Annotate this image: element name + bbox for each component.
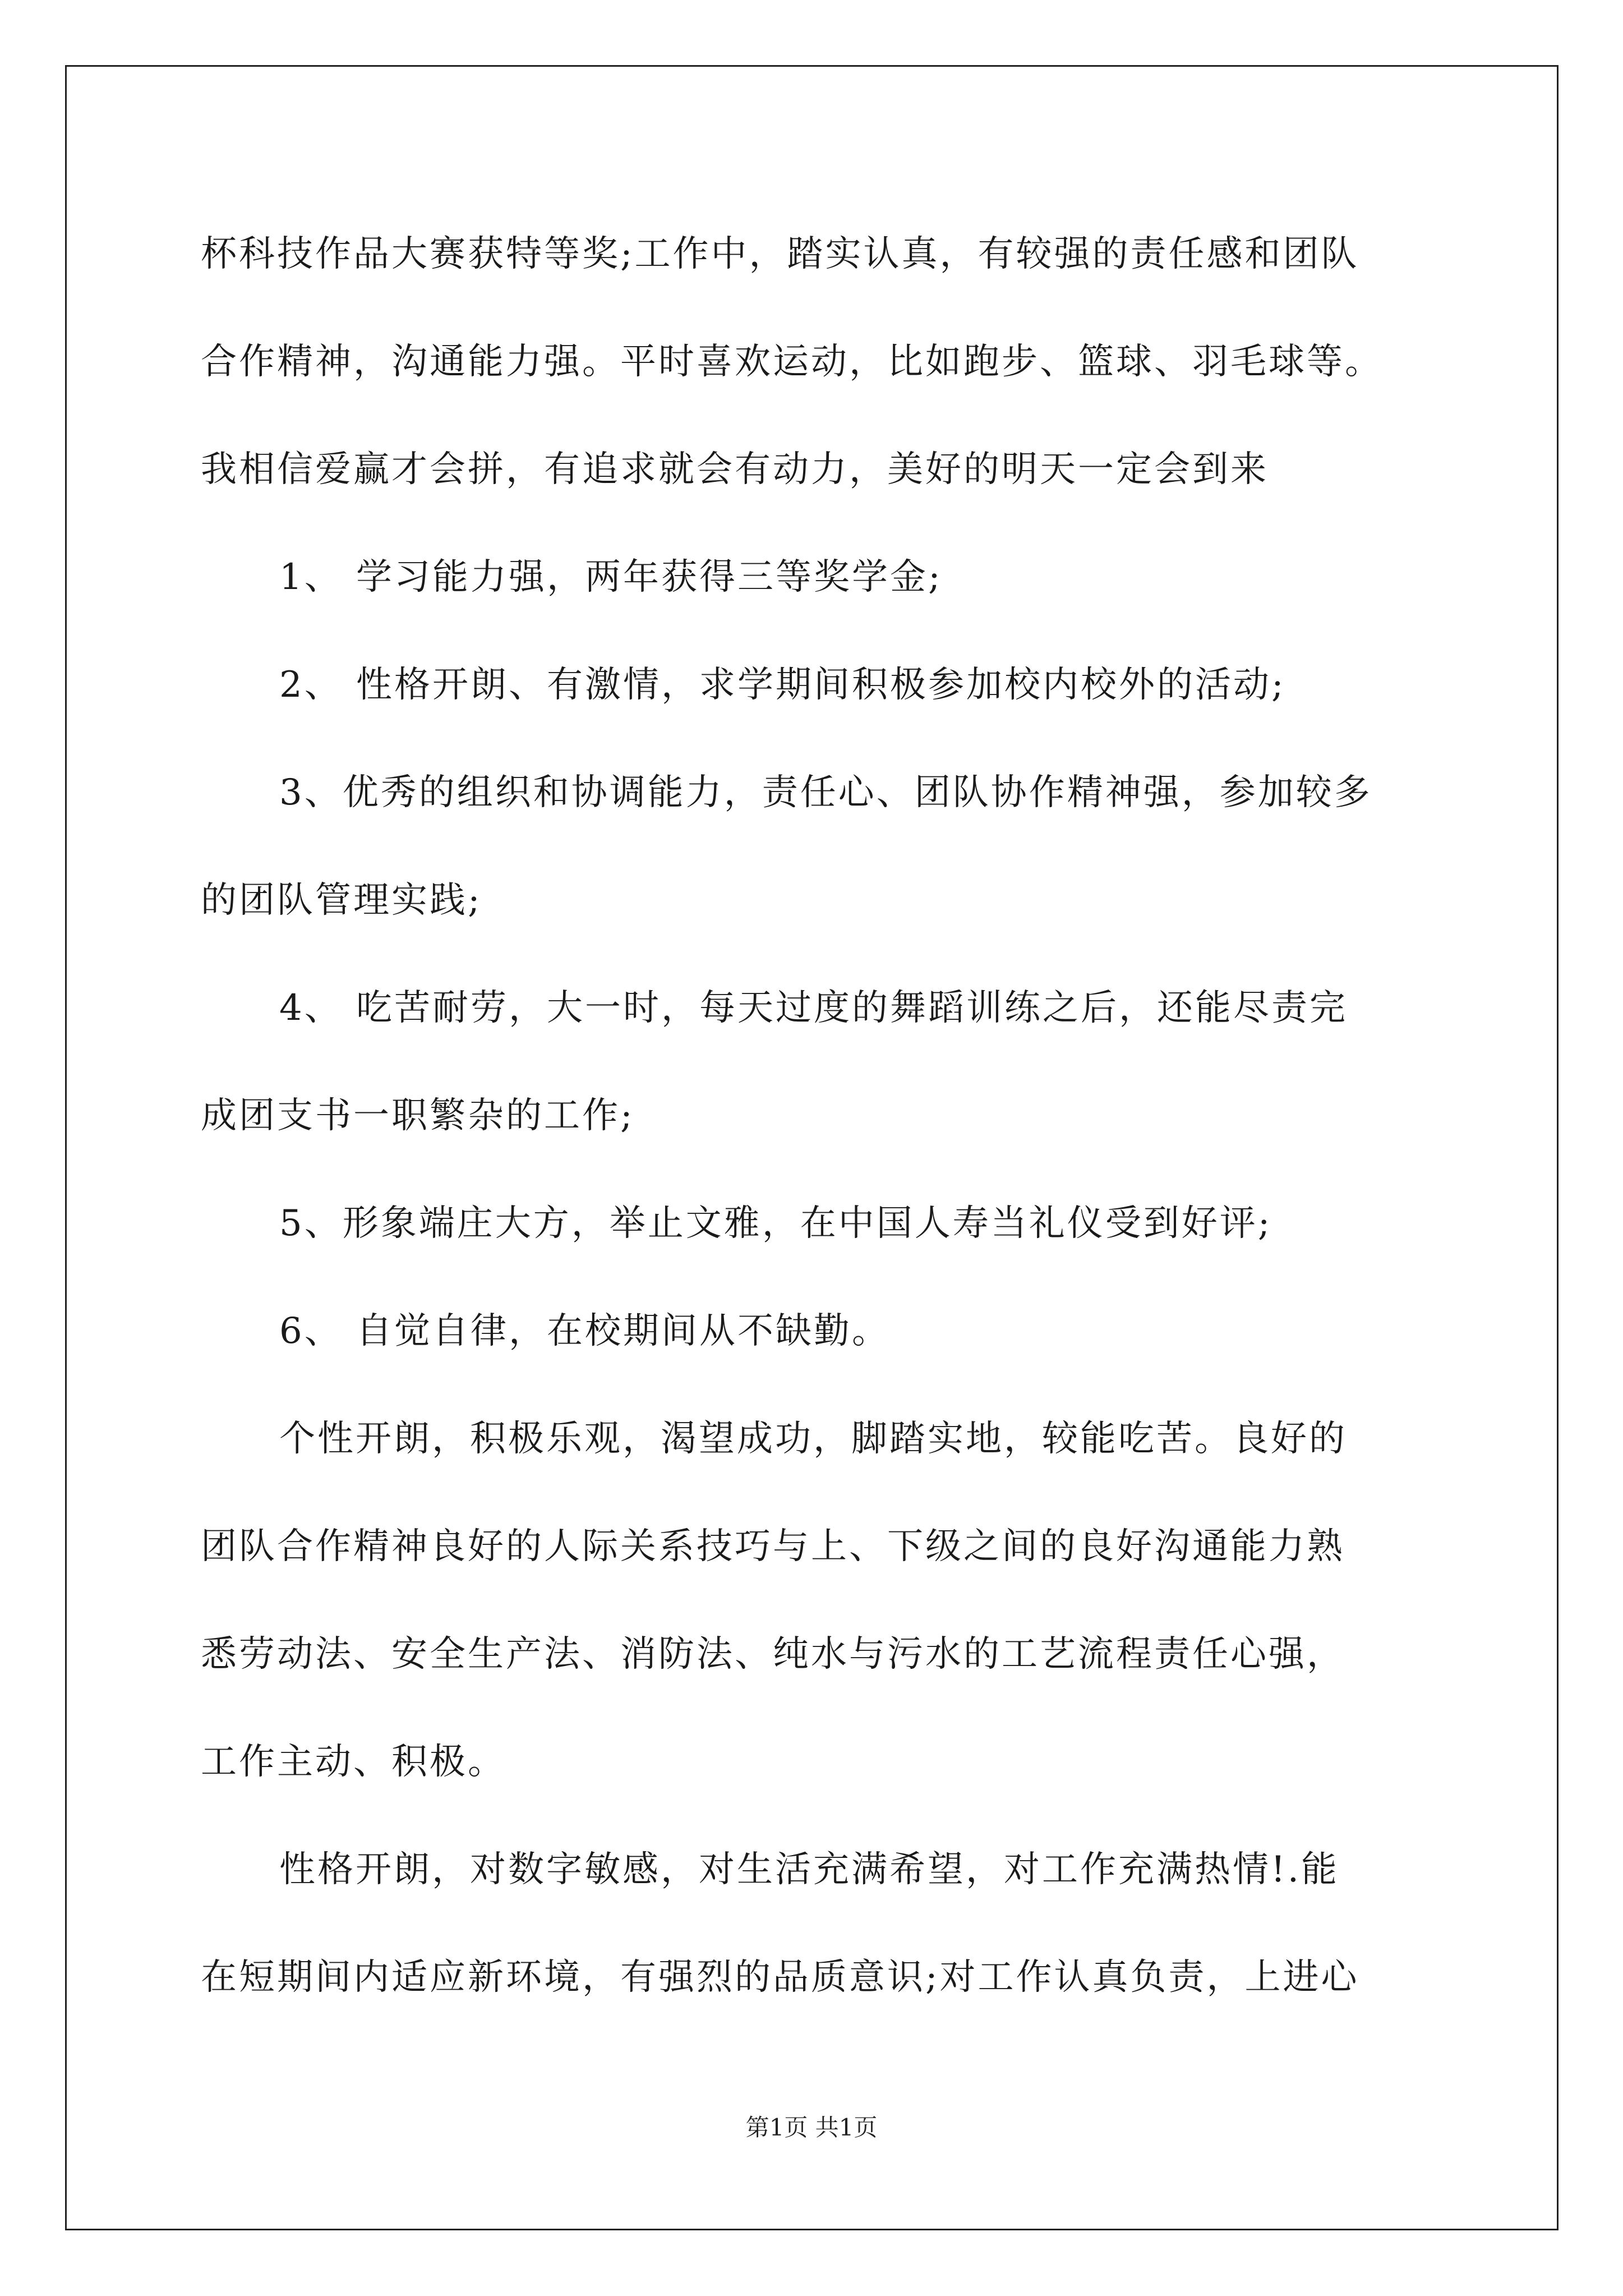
list-item-6: 6、 自觉自律，在校期间从不缺勤。: [279, 1310, 891, 1352]
text-line: 杯科技作品大赛获特等奖;工作中，踏实认真，有较强的责任感和团队: [201, 233, 1359, 275]
text-line: 团队合作精神良好的人际关系技巧与上、下级之间的良好沟通能力熟: [201, 1526, 1345, 1567]
paragraph-start: 个性开朗，积极乐观，渴望成功，脚踏实地，较能吃苦。良好的: [279, 1418, 1347, 1460]
text-line: 工作主动、积极。: [201, 1741, 506, 1783]
list-item-4: 4、 吃苦耐劳，大一时，每天过度的舞蹈训练之后，还能尽责完: [279, 987, 1348, 1029]
page-footer: 第1页 共1页: [745, 2114, 878, 2141]
text-line: 成团支书一职繁杂的工作;: [201, 1095, 635, 1137]
paragraph-start: 性格开朗，对数字敏感，对生活充满希望，对工作充满热情!.能: [279, 1849, 1340, 1890]
list-item-1: 1、 学习能力强，两年获得三等奖学金;: [279, 556, 943, 598]
list-item-3: 3、优秀的组织和协调能力，责任心、团队协作精神强，参加较多: [279, 772, 1372, 813]
text-line: 我相信爱赢才会拼，有追求就会有动力，美好的明天一定会到来: [201, 449, 1269, 490]
text-line: 在短期间内适应新环境，有强烈的品质意识;对工作认真负责，上进心: [201, 1957, 1359, 1998]
list-item-5: 5、形象端庄大方，举止文雅，在中国人寿当礼仪受到好评;: [279, 1203, 1272, 1244]
text-line: 的团队管理实践;: [201, 880, 482, 921]
text-line: 悉劳动法、安全生产法、消防法、纯水与污水的工艺流程责任心强，: [201, 1634, 1345, 1675]
text-line: 合作精神，沟通能力强。平时喜欢运动，比如跑步、篮球、羽毛球等。: [201, 341, 1383, 383]
list-item-2: 2、 性格开朗、有激情，求学期间积极参加校内校外的活动;: [279, 664, 1286, 706]
